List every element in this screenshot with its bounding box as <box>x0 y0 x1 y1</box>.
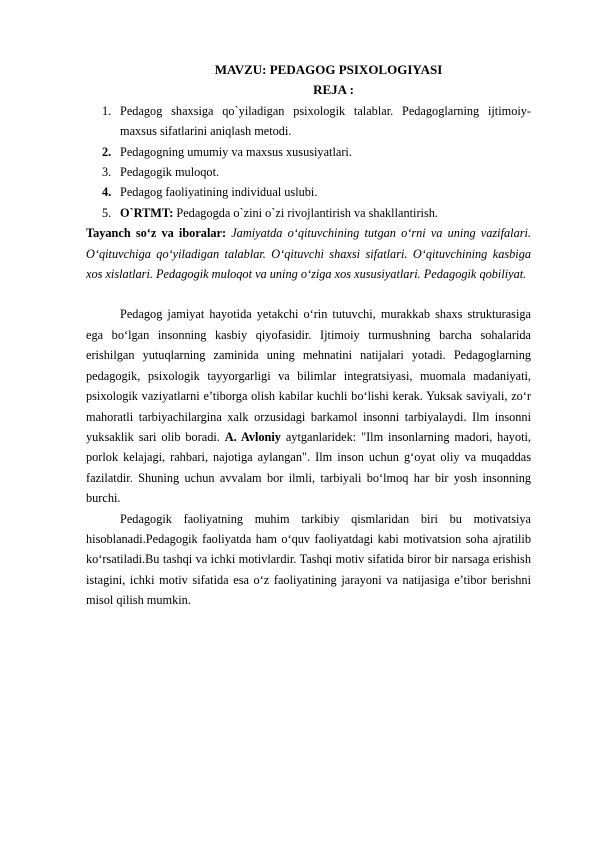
keywords-paragraph <box>86 223 531 284</box>
plan-item-text: Pedagogda o`zini o`zi rivojlantirish va shakllantirish. <box>173 205 438 220</box>
keywords-text: Jamiyatda o‘qituvchining tutgan o‘rni va uning vazifalari. O‘qituvchiga qo‘yiladigan talablar. O‘qituvchi shaxsi sifatlari. O‘qituvchining kasbiga xos xislatlari. Pedagogik muloqot va uning o‘ziga xos xususiyatlari. Pedagogik qobiliyat. <box>86 226 531 282</box>
plan-item-text: Pedagog faoliyatining individual uslubi. <box>120 185 318 200</box>
document-title: MAVZU: PEDAGOG PSIXOLOGIYASI <box>214 62 443 77</box>
paragraph-text: aytganlaridek: "Ilm insonlarning madori, hayoti, porlok kelajagi, rahbari, najotiga aylangan". Ilm inson uchun g‘oyat oliy va muqaddas fazilatdir. Shuning uchun avvalam bor ilmli, tarbiyali bo‘lmoq har bir yosh insonning burchi. <box>86 429 531 506</box>
keywords-label: Tayanch so‘z va iboralar: <box>86 226 227 241</box>
plan-item-label: O`RTMT: <box>120 205 174 220</box>
plan-item-5 <box>86 203 531 223</box>
plan-heading: REJA : <box>313 82 354 98</box>
document-body <box>86 60 531 611</box>
plan-item-text: Pedagogning umumiy va maxsus xususiyatlari. <box>120 144 352 159</box>
paragraph-gap <box>86 284 531 304</box>
plan-item-text: Pedagog shaxsiga qo`yiladigan psixologik talablar. Pedagoglarning ijtimoiy-maxsus sifatlarini aniqlash metodi. <box>120 103 531 139</box>
paragraph-text: Pedagog jamiyat hayotida yetakchi o‘rin tutuvchi, murakkab shaxs strukturasiga ega bo‘lgan insonning kasbiy qiyofasidir. Ijtimoiy turmushning barcha sohalarida erishilgan yutuqlarning zaminida uning mehnatini natijalari yotadi. Pedagoglarning pedagogik, psixologik tayyorgarligi va bilimlar integratsiyasi, muomala madaniyati, psixologik vaziyatlarni e’tiborga olish kabilar kuchli bo‘lishi kerak. Yuksak saviyali, zo‘r mahoratli tarbiyachilargina xalk orzusidagi barkamol insonni tarbiyalaydi. Ilm insonni yuksaklik sari olib boradi. <box>86 307 531 444</box>
body-paragraph-2: Pedagogik faoliyatning muhim tarkibiy qismlaridan biri bu motivatsiya hisoblanadi.Pedagogik faoliyatda ham o‘quv faoliyatdagi kabi motivatsion soha ajratilib ko‘rsatiladi.Bu tashqi va ichki motivlardir. Tashqi motiv sifatida biror bir narsaga erishish istagini, ichki motiv sifatida esa o‘z faoliyatining jarayoni va natijasiga e’tibor berishni misol qilish mumkin. <box>86 511 531 608</box>
plan-item-text: Pedagogik muloqot. <box>120 165 220 180</box>
plan-item-number: 5. <box>102 205 112 220</box>
plan-item-number: 3. <box>102 165 112 180</box>
plan-list <box>86 101 531 223</box>
plan-item-4 <box>86 182 531 202</box>
plan-item-2 <box>86 142 531 162</box>
plan-item-number: 2. <box>102 144 112 159</box>
plan-item-number: 4. <box>102 185 112 200</box>
plan-item-1 <box>86 101 531 142</box>
plan-item-number: 1. <box>102 103 112 118</box>
plan-item-3 <box>86 162 531 182</box>
body-paragraph-1 <box>86 304 531 508</box>
author-name: A. Avloniy <box>224 429 281 444</box>
